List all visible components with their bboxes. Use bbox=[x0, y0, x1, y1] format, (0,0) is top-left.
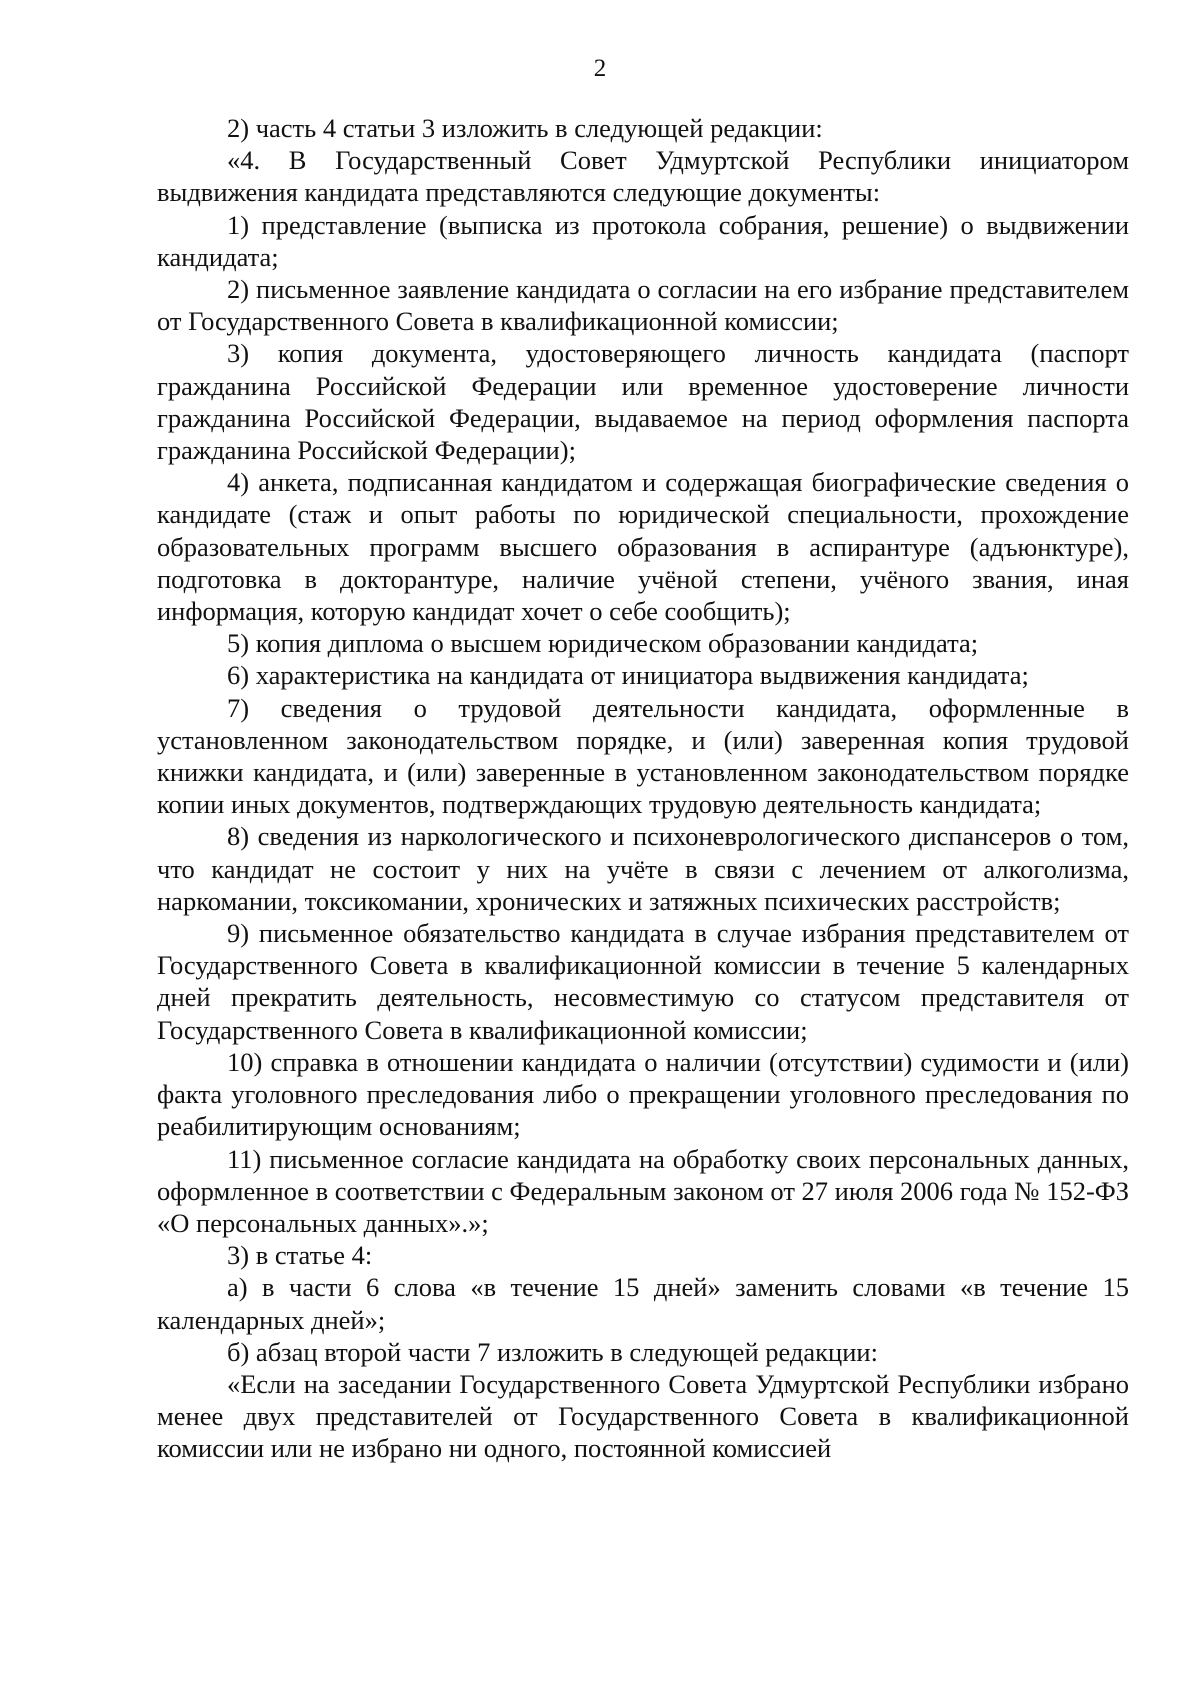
paragraph-part-4-intro: «4. В Государственный Совет Удмуртской Республики инициатором выдвижения кандидата представляются следующие документы: bbox=[157, 145, 1129, 208]
list-item-1: 1) представление (выписка из протокола собрания, решение) о выдвижении кандидата; bbox=[157, 209, 1129, 272]
paragraph-amendment-2: 2) часть 4 статьи 3 изложить в следующей редакции: bbox=[227, 113, 823, 143]
list-item-5: 5) копия диплома о высшем юридическом образовании кандидата; bbox=[227, 628, 979, 659]
list-item-6: 6) характеристика на кандидата от инициатора выдвижения кандидата; bbox=[227, 660, 1029, 691]
list-item-4: 4) анкета, подписанная кандидатом и содержащая биографические сведения о кандидате (стаж и опыт работы по юридической специальности, прохождение образовательных программ высшего образования в аспирантуре (адъюнктуре), подготовка в докторантуре, наличие учёной степени, учёного звания, иная информация, которую кандидат хочет о себе сообщить); bbox=[157, 467, 1129, 627]
page-number: 2 bbox=[593, 55, 607, 82]
paragraph-quoted-text: «Если на заседании Государственного Совета Удмуртской Республики избрано менее двух представителей от Государственного Совета в квалификационной комиссии или не избрано ни одного, постоянной комиссией bbox=[157, 1368, 1129, 1464]
list-item-9: 9) письменное обязательство кандидата в случае избрания представителем от Государственного Совета в квалификационной комиссии в течение 5 календарных дней прекратить деятельность, несовместимую со статусом представителя от Государственного Совета в квалификационной комиссии; bbox=[157, 918, 1129, 1045]
list-item-8: 8) сведения из наркологического и психоневрологического диспансеров о том, что кандидат не состоит у них на учёте в связи с лечением от алкоголизма, наркомании, токсикомании, хронических и затяжных психических расстройств; bbox=[157, 821, 1129, 916]
list-item-3: 3) копия документа, удостоверяющего личность кандидата (паспорт гражданина Российской Федерации или временное удостоверение личности гражданина Российской Федерации, выдаваемое на период оформления паспорта гражданина Российской Федерации); bbox=[157, 338, 1129, 466]
list-item-11: 11) письменное согласие кандидата на обработку своих персональных данных, оформленное в соответствии с Федеральным законом от 27 июля 2006 года № 152-ФЗ «О персональных данных».»; bbox=[157, 1143, 1129, 1238]
list-item-7: 7) сведения о трудовой деятельности кандидата, оформленные в установленном законодательством порядке, и (или) заверенная копия трудовой книжки кандидата, и (или) заверенные в установленном законодательством порядке копии иных документов, подтверждающих трудовую деятельность кандидата; bbox=[157, 692, 1129, 820]
paragraph-amendment-3: 3) в статье 4: bbox=[227, 1240, 373, 1271]
list-item-10: 10) справка в отношении кандидата о наличии (отсутствии) судимости и (или) факта уголовного преследования либо о прекращении уголовного преследования по реабилитирующим основаниям; bbox=[157, 1046, 1129, 1142]
subitem-b: б) абзац второй части 7 изложить в следующей редакции: bbox=[227, 1336, 878, 1367]
subitem-a: а) в части 6 слова «в течение 15 дней» заменить словами «в течение 15 календарных дней»; bbox=[157, 1272, 1129, 1335]
document-body bbox=[157, 112, 1129, 1465]
list-item-2: 2) письменное заявление кандидата о согласии на его избрание представителем от Государственного Совета в квалификационной комиссии; bbox=[157, 274, 1129, 337]
